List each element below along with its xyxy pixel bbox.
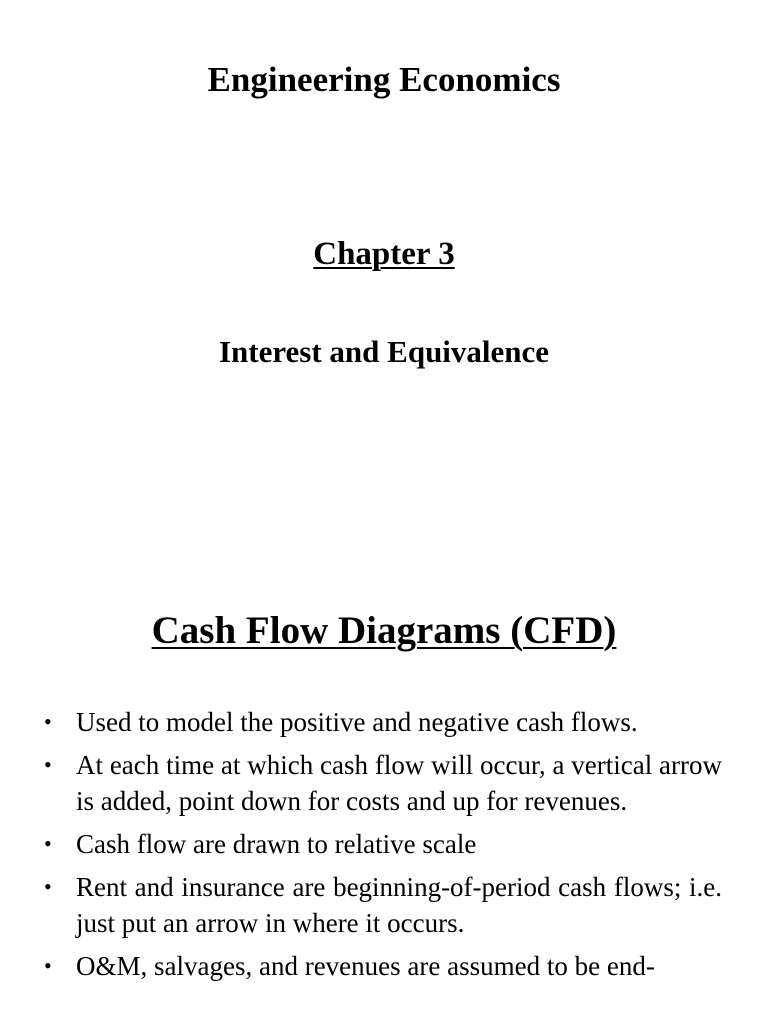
bullet-marker: • <box>44 953 52 978</box>
bullet-item <box>44 869 722 941</box>
section-title: Cash Flow Diagrams (CFD) <box>151 609 617 652</box>
bullet-item <box>44 704 722 740</box>
chapter-subtitle: Interest and Equivalence <box>218 334 550 369</box>
bullet-item <box>44 826 722 862</box>
bullet-item <box>44 948 722 984</box>
document-title: Engineering Economics <box>207 60 561 99</box>
bullet-text: Used to model the positive and negative cash flows. <box>76 707 638 737</box>
bullet-list <box>44 704 722 991</box>
bullet-marker: • <box>44 831 52 856</box>
bullet-text: Rent and insurance are beginning-of-period cash flows; i.e. just put an arrow in where it occurs. <box>76 872 722 938</box>
bullet-marker: • <box>44 709 52 734</box>
bullet-marker: • <box>44 874 52 899</box>
bullet-text: O&M, salvages, and revenues are assumed to be end- <box>76 951 655 981</box>
chapter-heading: Chapter 3 <box>313 236 455 272</box>
bullet-item <box>44 747 722 819</box>
bullet-marker: • <box>44 752 52 777</box>
bullet-text: Cash flow are drawn to relative scale <box>76 829 477 859</box>
bullet-text: At each time at which cash flow will occur, a vertical arrow is added, point down for costs and up for revenues. <box>76 750 722 816</box>
